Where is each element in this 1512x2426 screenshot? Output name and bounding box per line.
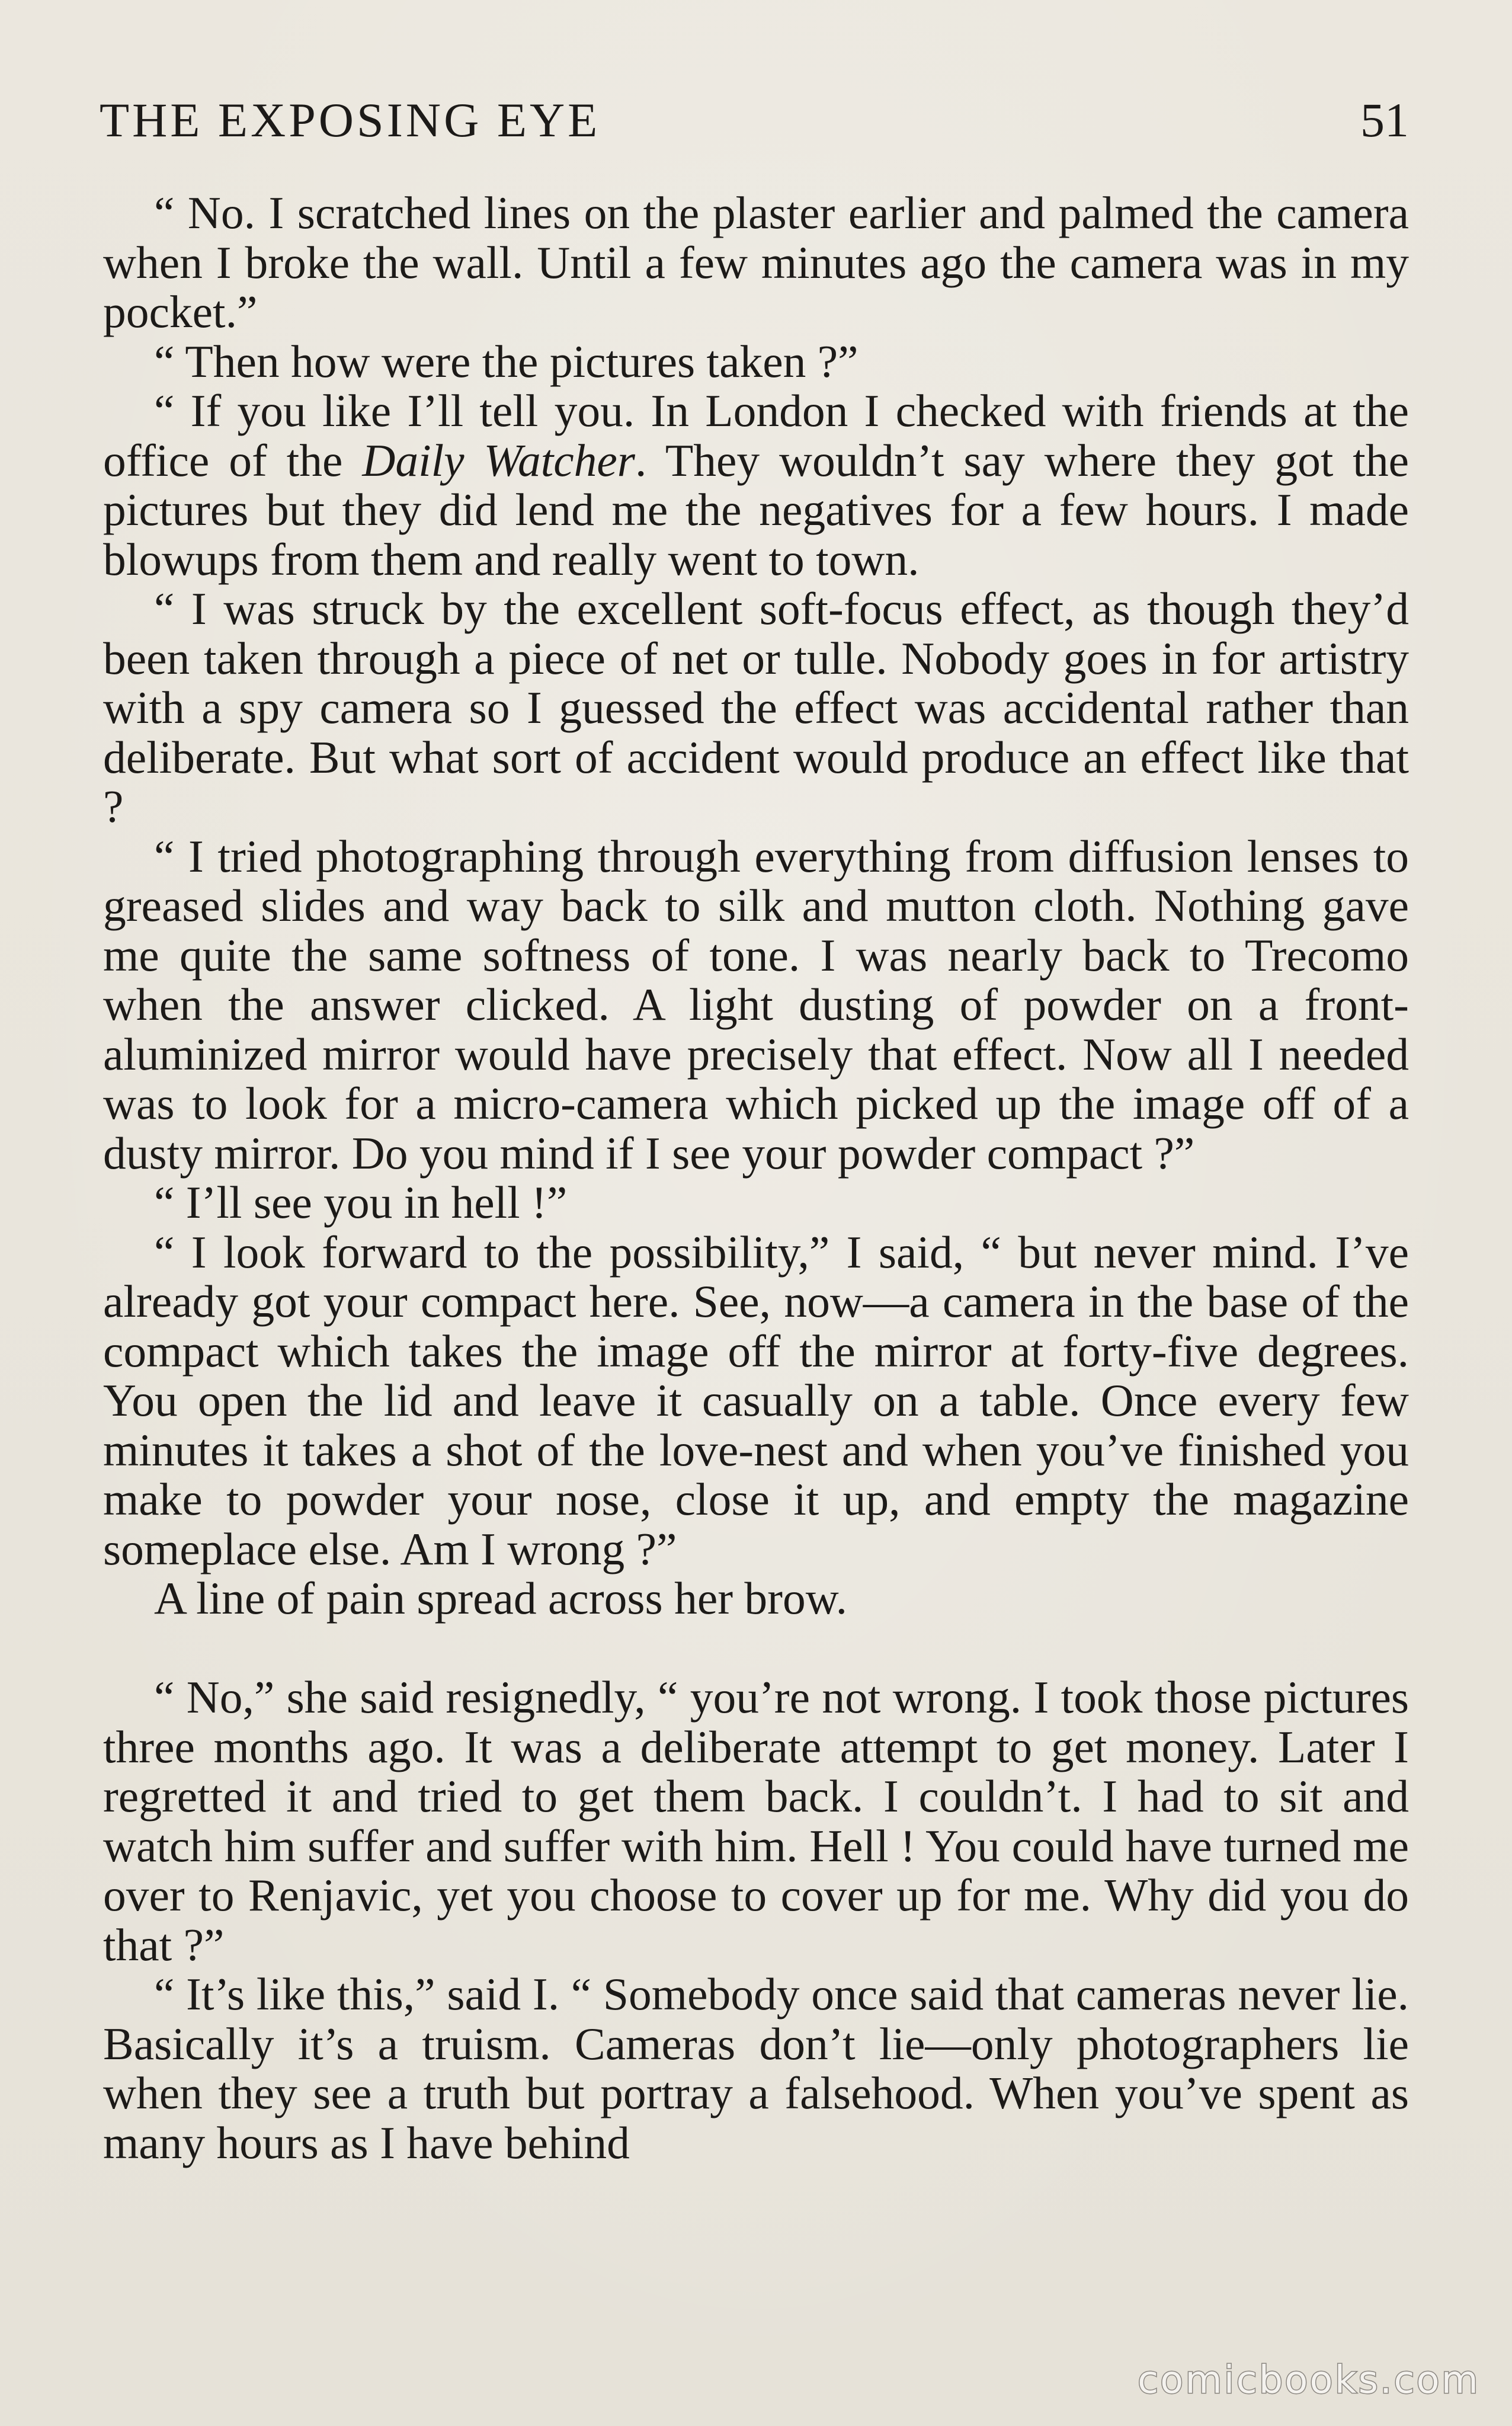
paragraph: “ No,” she said resignedly, “ you’re not wrong. I took those pictures three months ago. It was a deliberate attempt to get money. Later I regretted it and tried to get them back. I couldn’t. I had to sit and watch him suffer and suffer with him. Hell ! You could have turned me over to Renjavic, yet you choose to cover up for me. Why did you do that ?”	[103, 1672, 1409, 1970]
page-number: 51	[1360, 93, 1409, 147]
paragraph: “ I was struck by the excellent soft-focus effect, as though they’d been taken through a piece of net or tulle. Nobody goes in for artistry with a spy camera so I guessed the effect was accidental rather than deliberate. But what sort of accident would produce an effect like that ?	[103, 583, 1409, 832]
paragraph: “ It’s like this,” said I. “ Somebody once said that cameras never lie. Basically it’s a truism. Cameras don’t lie—only photographers lie when they see a truth but portray a falsehood. When you’ve spent as many hours as I have behind	[103, 1969, 1409, 2168]
paragraph: “ I’ll see you in hell !”	[154, 1177, 568, 1228]
paragraph	[103, 386, 1409, 584]
paragraph: “ I tried photographing through everything from diffusion lenses to greased slides and way back to silk and mutton cloth. Nothing gave me quite the same softness of tone. I was nearly back to Trecomo when the answer clicked. A light dusting of powder on a front-aluminized mirror would have precisely that effect. Now all I needed was to look for a micro-camera which picked up the image off of a dusty mirror. Do you mind if I see your powder compact ?”	[103, 830, 1409, 1179]
page-header	[100, 88, 1409, 153]
newspaper-title: Daily Watcher	[362, 434, 635, 486]
paragraph: “ Then how were the pictures taken ?”	[154, 335, 858, 387]
body-text	[103, 188, 1409, 2168]
running-title: THE EXPOSING EYE	[100, 93, 601, 147]
paragraph: A line of pain spread across her brow.	[154, 1573, 848, 1624]
paragraph-text: “ If you like I’ll tell you. In London I checked with friends at the office of the	[103, 385, 1409, 486]
paragraph-text: . They wouldn’t say where they got the pictures but they did lend me the negatives for a few hours. I made blowups from them and really went to town.	[103, 434, 1409, 585]
paragraph: “ I look forward to the possibility,” I said, “ but never mind. I’ve already got your compact here. See, now—a camera in the base of the compact which takes the image off the mirror at forty-five degrees. You open the lid and leave it casually on a table. Once every few minutes it takes a shot of the love-nest and when you’ve finished you make to powder your nose, close it up, and empty the magazine someplace else. Am I wrong ?”	[103, 1226, 1409, 1574]
paragraph: “ No. I scratched lines on the plaster earlier and palmed the camera when I broke the wall. Until a few minutes ago the camera was in my pocket.”	[103, 187, 1409, 337]
watermark: comicbooks.com	[1137, 2358, 1480, 2402]
